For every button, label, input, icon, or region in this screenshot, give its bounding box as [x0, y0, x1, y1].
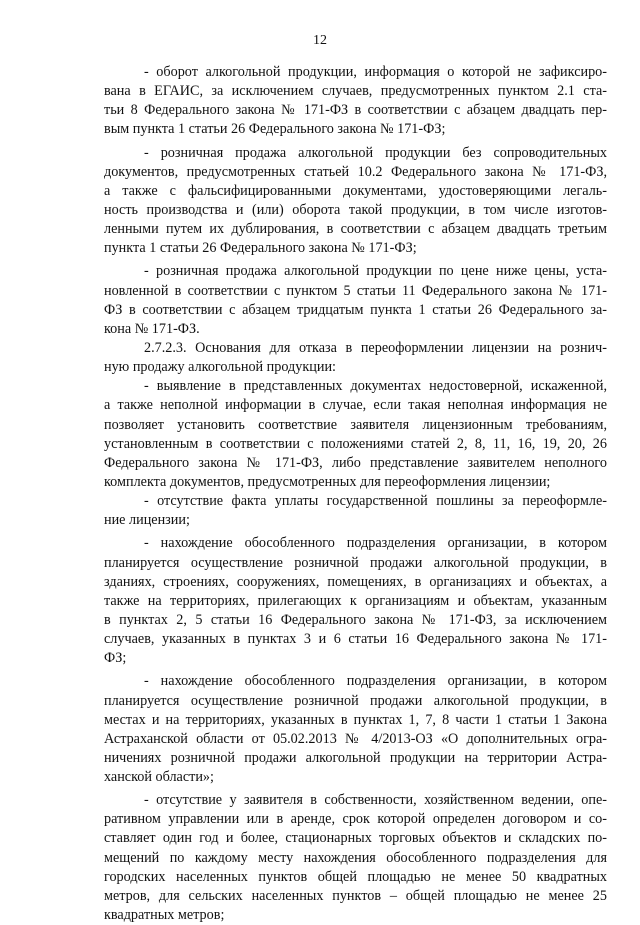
text-line: а также с фальсифицированными документами, удостоверяющими легаль-: [104, 182, 607, 199]
text-line: ную продажу алкогольной продукции:: [104, 359, 336, 376]
text-line: также на территориях, прилегающих к организациям и объектам, указанным: [104, 592, 607, 609]
text-line: ханской области»;: [104, 769, 214, 786]
text-line: установленным в соответствии с положениями статей 2, 8, 11, 16, 19, 20, 26: [104, 435, 607, 452]
text-line: ставляет один год и более, стационарных торговых объектов и складских по-: [104, 830, 607, 847]
text-line: ность производства и (или) оборота такой продукции, в том числе изготов-: [104, 201, 607, 218]
text-line: ративном управлении или в аренде, срок которой определен договором и со-: [104, 811, 607, 828]
text-line: случаев, указанных в пунктах 3 и 6 статьи 16 Федерального закона № 171-: [104, 631, 607, 648]
text-line: - отсутствие факта уплаты государственной пошлины за переоформле-: [144, 493, 607, 510]
text-line: - отсутствие у заявителя в собственности, хозяйственном ведении, опе-: [144, 792, 607, 809]
page-number: 12: [313, 33, 327, 48]
text-line: а также неполной информации в случае, если такая неполная информация не: [104, 397, 607, 414]
text-line: в пунктах 2, 5 статьи 16 Федерального закона № 171-ФЗ, за исключением: [104, 611, 607, 628]
text-line: вым пункта 1 статьи 26 Федерального закона № 171-ФЗ;: [104, 121, 446, 138]
text-line: ФЗ в соответствии с абзацем тридцатым пункта 1 статьи 26 Федерального за-: [104, 301, 607, 318]
text-line: квадратных метров;: [104, 907, 225, 924]
text-line: Астраханской области от 05.02.2013 № 4/2013-ОЗ «О дополнительных огра-: [104, 730, 607, 747]
text-line: ние лицензии;: [104, 512, 190, 529]
text-line: вана в ЕГАИС, за исключением случаев, предусмотренных пунктом 2.1 ста-: [104, 83, 607, 100]
text-line: Федерального закона № 171-ФЗ, либо представление заявителем неполного: [104, 454, 607, 471]
text-line: - выявление в представленных документах недостоверной, искаженной,: [144, 378, 607, 395]
text-line: планируется осуществление розничной продажи алкогольной продукции, в: [104, 692, 607, 709]
text-line: тьи 8 Федерального закона № 171-ФЗ в соответствии с абзацем двадцать пер-: [104, 102, 607, 119]
text-line: новленной в соответствии с пунктом 5 статьи 11 Федерального закона № 171-: [104, 282, 607, 299]
text-line: планируется осуществление розничной продажи алкогольной продукции, в: [104, 554, 607, 571]
text-line: документов, предусмотренных статьей 10.2 Федерального закона № 171-ФЗ,: [104, 163, 607, 180]
text-line: - розничная продажа алкогольной продукции по цене ниже цены, уста-: [144, 263, 607, 280]
text-line: ленными путем их дублирования, в соответствии с абзацем двадцать третьим: [104, 221, 607, 238]
text-line: местах и на территориях, указанных в пунктах 1, 7, 8 части 1 статьи 1 Закона: [104, 711, 607, 728]
text-line: - розничная продажа алкогольной продукции без сопроводительных: [144, 144, 607, 161]
text-line: - нахождение обособленного подразделения организации, в котором: [144, 673, 607, 690]
text-line: метров, для сельских населенных пунктов – общей площадью не менее 25: [104, 887, 607, 904]
text-line: ничениях розничной продажи алкогольной продукции на территории Астра-: [104, 749, 607, 766]
text-line: кона № 171-ФЗ.: [104, 320, 200, 337]
text-line: ФЗ;: [104, 650, 127, 667]
text-line: - оборот алкогольной продукции, информация о которой не зафиксиро-: [144, 64, 607, 80]
text-line: 2.7.2.3. Основания для отказа в переоформлении лицензии на рознич-: [144, 339, 607, 356]
text-line: пункта 1 статьи 26 Федерального закона № 171-ФЗ;: [104, 240, 417, 257]
text-line: зданиях, строениях, сооружениях, помещениях, в организациях и объектах, а: [104, 573, 607, 590]
text-line: мещений по каждому месту нахождения обособленного подразделения для: [104, 849, 607, 866]
text-line: - нахождение обособленного подразделения организации, в котором: [144, 535, 607, 552]
document-body: [104, 63, 607, 925]
text-line: позволяет установить соответствие заявителя лицензионным требованиям,: [104, 416, 607, 433]
text-line: городских населенных пунктов общей площадью не менее 50 квадратных: [104, 868, 607, 885]
text-line: комплекта документов, предусмотренных для переоформления лицензии;: [104, 473, 551, 490]
